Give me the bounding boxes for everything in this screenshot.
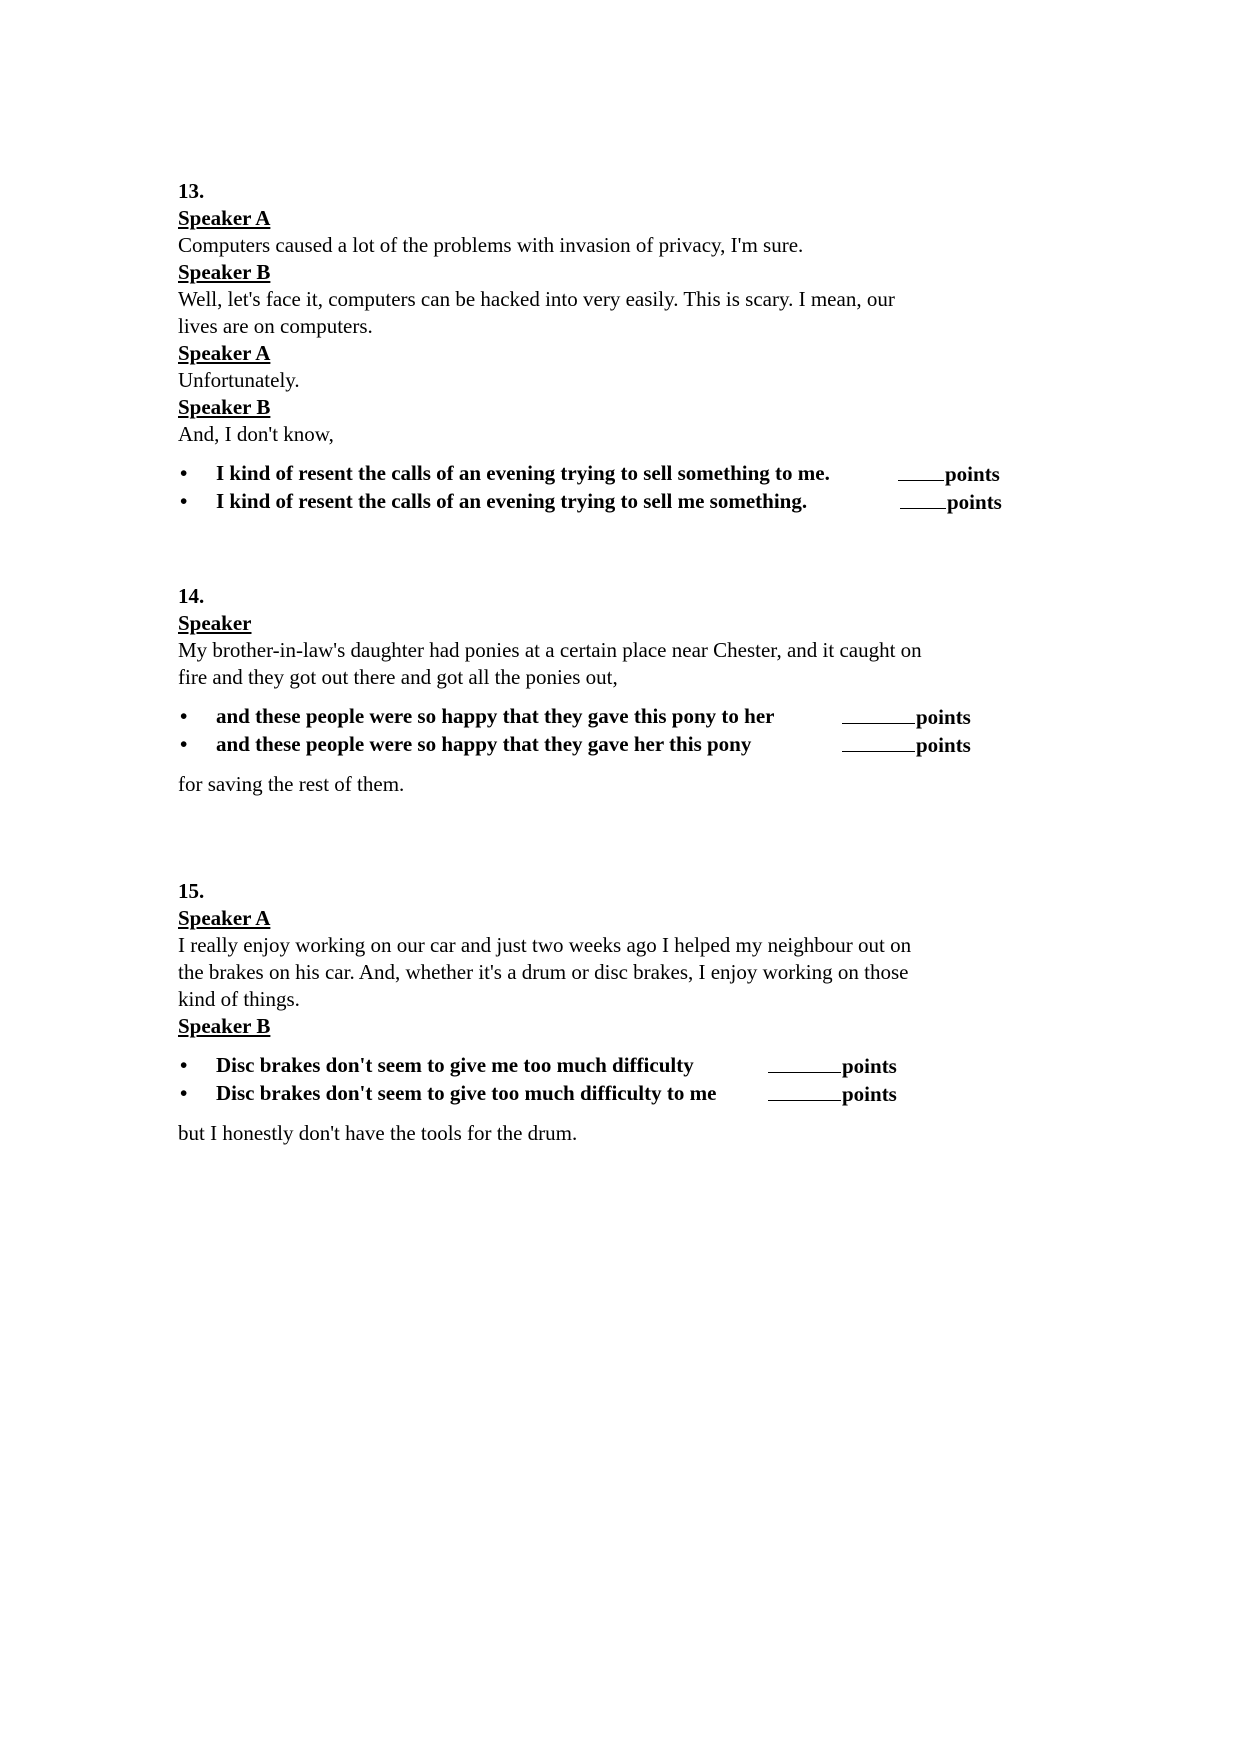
option-item	[178, 731, 1038, 759]
dialogue-text: fire and they got out there and got all the ponies out,	[178, 665, 618, 689]
points-label: points	[947, 490, 1002, 514]
question-15	[178, 878, 1038, 1147]
option-text: I kind of resent the calls of an evening trying to sell me something.	[216, 489, 808, 513]
points-field[interactable]	[898, 460, 1000, 488]
option-item	[178, 460, 1038, 488]
speaker-label: Speaker B	[178, 260, 271, 284]
bullet: •	[180, 461, 188, 485]
option-text: and these people were so happy that they gave this pony to her	[216, 704, 775, 728]
option-item	[178, 1080, 1038, 1108]
option-text: Disc brakes don't seem to give too much difficulty to me	[216, 1081, 717, 1105]
question-number: 13.	[178, 179, 205, 203]
bullet: •	[180, 732, 188, 756]
bullet: •	[180, 1053, 188, 1077]
dialogue-text: Well, let's face it, computers can be hacked into very easily. This is scary. I mean, our	[178, 287, 895, 311]
dialogue-text: kind of things.	[178, 987, 300, 1011]
points-label: points	[916, 733, 971, 757]
bullet: •	[180, 1081, 188, 1105]
question-14	[178, 583, 1038, 798]
points-field[interactable]	[900, 488, 1002, 516]
points-label: points	[842, 1054, 897, 1078]
dialogue-text: Computers caused a lot of the problems with invasion of privacy, I'm sure.	[178, 233, 804, 257]
points-field[interactable]	[768, 1052, 897, 1080]
bullet: •	[180, 489, 188, 513]
option-item	[178, 1052, 1038, 1080]
question-13	[178, 178, 1038, 516]
dialogue-text: for saving the rest of them.	[178, 772, 405, 796]
dialogue-text: And, I don't know,	[178, 422, 334, 446]
points-blank[interactable]	[768, 1052, 841, 1073]
option-item	[178, 488, 1038, 516]
option-item	[178, 703, 1038, 731]
option-text: Disc brakes don't seem to give me too much difficulty	[216, 1053, 694, 1077]
points-blank[interactable]	[898, 460, 944, 481]
points-blank[interactable]	[842, 703, 915, 724]
dialogue-text: My brother-in-law's daughter had ponies at a certain place near Chester, and it caught on	[178, 638, 922, 662]
dialogue-text: but I honestly don't have the tools for the drum.	[178, 1121, 578, 1145]
speaker-label: Speaker B	[178, 1014, 271, 1038]
points-field[interactable]	[842, 703, 971, 731]
points-label: points	[842, 1082, 897, 1106]
dialogue-text: lives are on computers.	[178, 314, 373, 338]
dialogue-text: I really enjoy working on our car and just two weeks ago I helped my neighbour out on	[178, 933, 912, 957]
points-blank[interactable]	[900, 488, 946, 509]
dialogue-text: Unfortunately.	[178, 368, 300, 392]
points-label: points	[945, 462, 1000, 486]
points-blank[interactable]	[842, 731, 915, 752]
speaker-label: Speaker A	[178, 906, 271, 930]
bullet: •	[180, 704, 188, 728]
speaker-label: Speaker	[178, 611, 252, 635]
speaker-label: Speaker A	[178, 206, 271, 230]
question-number: 15.	[178, 879, 205, 903]
dialogue-text: the brakes on his car. And, whether it's a drum or disc brakes, I enjoy working on those	[178, 960, 909, 984]
points-field[interactable]	[768, 1080, 897, 1108]
question-number: 14.	[178, 584, 205, 608]
speaker-label: Speaker A	[178, 341, 271, 365]
option-text: and these people were so happy that they gave her this pony	[216, 732, 752, 756]
points-field[interactable]	[842, 731, 971, 759]
speaker-label: Speaker B	[178, 395, 271, 419]
points-blank[interactable]	[768, 1080, 841, 1101]
option-text: I kind of resent the calls of an evening trying to sell something to me.	[216, 461, 830, 485]
points-label: points	[916, 705, 971, 729]
